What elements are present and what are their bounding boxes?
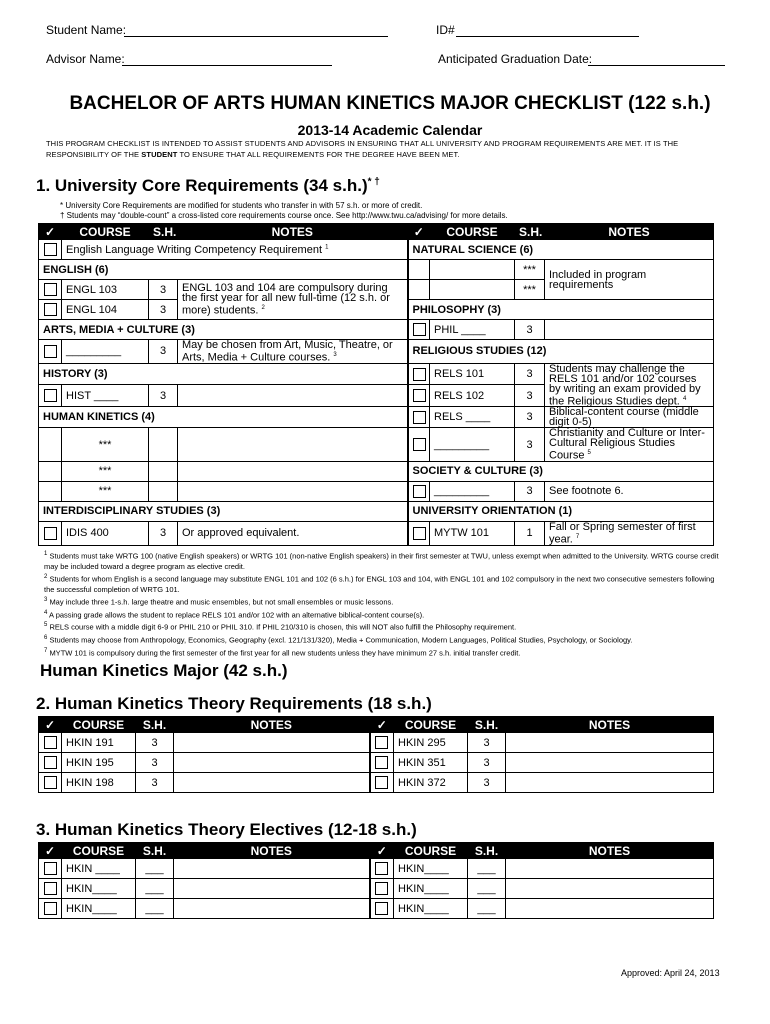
philosophy-group: PHILOSOPHY (3) <box>408 300 714 320</box>
footnote: $^5$ RELS course with a middle digit 6-9 or PHIL 210 or PHIL 310. If PHIL 210/310 is chosen, this will NOT also fulfill the Philosophy requirement. <box>44 622 517 632</box>
checkbox[interactable] <box>413 485 426 498</box>
intro-text: THIS PROGRAM CHECKLIST IS INTENDED TO ASSIST STUDENTS AND ADVISORS IN ENSURING THAT ALL UNIVERSITY AND PROGRAM REQUIREMENTS ARE MET. IT IS THE RESPONSIBILITY OF THE STUDENT TO ENSURE THAT ALL REQUIREMENTS FOR THE DEGREE HAVE BEEN MET. <box>46 139 679 159</box>
sh-value: 3 <box>136 773 174 793</box>
sh-value: 3 <box>515 481 545 501</box>
sh-header: S.H. <box>136 717 174 733</box>
sh-header: S.H. <box>468 717 506 733</box>
table-row <box>39 240 714 260</box>
page-subtitle: 2013-14 Academic Calendar <box>297 122 483 138</box>
electives-table-header <box>39 843 714 859</box>
course-cell: HKIN ____ <box>62 859 136 879</box>
notes-header: NOTES <box>506 843 714 859</box>
writing-requirement: English Language Writing Competency Requirement $^1$ <box>62 240 408 260</box>
sh-value: 3 <box>515 320 545 340</box>
id-field[interactable] <box>456 36 639 37</box>
check-header: ✓ <box>39 717 62 733</box>
course-rels102: RELS 102 <box>430 385 515 407</box>
notes-cell[interactable] <box>506 859 714 879</box>
checkbox[interactable] <box>44 283 57 296</box>
table-row <box>39 481 714 501</box>
amc-group: ARTS, MEDIA + CULTURE (3) <box>39 320 408 340</box>
sh-value: 3 <box>149 280 178 300</box>
christ-note: Christianity and Culture or Inter-Cultural Religious Studies Course $^5$ <box>545 428 714 462</box>
course-mytw: MYTW 101 <box>430 521 515 545</box>
footnotes <box>44 549 720 658</box>
grad-date-label: Anticipated Graduation Date: <box>438 52 593 66</box>
hk-stars: *** <box>62 481 149 501</box>
checkbox[interactable] <box>44 862 57 875</box>
uo-group: UNIVERSITY ORIENTATION (1) <box>408 501 714 521</box>
english-group: ENGLISH (6) <box>39 260 408 280</box>
notes-header: NOTES <box>174 843 370 859</box>
sh-value: 3 <box>149 385 178 407</box>
notes-cell[interactable] <box>506 753 714 773</box>
natsci-stars: *** <box>515 260 545 280</box>
sh-header: S.H. <box>149 224 178 240</box>
course-header: COURSE <box>62 843 136 859</box>
checkbox[interactable] <box>44 389 57 402</box>
student-name-label: Student Name: <box>46 23 127 37</box>
hk-stars: *** <box>62 428 149 462</box>
course-rels-blank: RELS ____ <box>430 407 515 428</box>
table-row <box>39 501 714 521</box>
course-cell: HKIN 295 <box>394 733 468 753</box>
sh-value: 3 <box>136 753 174 773</box>
sh-value: ___ <box>468 859 506 879</box>
course-christ-blank: _________ <box>430 428 515 462</box>
checkbox[interactable] <box>44 345 57 358</box>
check-header: ✓ <box>370 717 394 733</box>
course-cell: HKIN____ <box>394 859 468 879</box>
footnote: $^3$ May include three 1-s.h. large theatre and music ensembles, but not small ensembles or music lessons. <box>44 596 394 607</box>
footnote: $^6$ Students may choose from Anthropology, Economics, Geography (excl. 121/131/320), Media + Communication, Modern Languages, Political Studies, Psychology, or Sociology. <box>44 634 633 645</box>
sh-value: ___ <box>136 899 174 919</box>
natsci-note: Included in program requirements <box>545 260 714 300</box>
theory-electives-table <box>38 842 714 919</box>
table-row <box>39 340 714 364</box>
table-row <box>39 428 714 462</box>
student-name-field[interactable] <box>124 36 388 37</box>
course-cell: HKIN 195 <box>62 753 136 773</box>
advisor-name-label: Advisor Name: <box>46 52 125 66</box>
sh-header: S.H. <box>515 224 545 240</box>
section1-note1: * University Core Requirements are modified for students who transfer in with 57 s.h. or more of credit. <box>60 201 423 210</box>
course-cell: HKIN 198 <box>62 773 136 793</box>
checkbox[interactable] <box>44 902 57 915</box>
hk-stars: *** <box>62 461 149 481</box>
interdisc-group: INTERDISCIPLINARY STUDIES (3) <box>39 501 408 521</box>
course-cell: HKIN____ <box>394 879 468 899</box>
table-row <box>39 753 714 773</box>
notes-cell[interactable] <box>174 879 370 899</box>
check-header: ✓ <box>39 224 62 240</box>
page-title: BACHELOR OF ARTS HUMAN KINETICS MAJOR CHECKLIST (122 s.h.) <box>69 93 711 114</box>
notes-cell[interactable] <box>506 773 714 793</box>
sh-value: 3 <box>515 428 545 462</box>
table-row <box>39 407 714 428</box>
core-requirements-table <box>38 223 714 546</box>
sh-value: ___ <box>468 899 506 919</box>
notes-cell[interactable] <box>174 753 370 773</box>
notes-cell[interactable] <box>174 899 370 919</box>
grad-date-field[interactable] <box>588 65 725 66</box>
checkbox[interactable] <box>375 862 388 875</box>
rels-blank-note: Biblical-content course (middle digit 0-5) <box>545 407 714 428</box>
religious-group: RELIGIOUS STUDIES (12) <box>408 340 714 364</box>
mytw-note: Fall or Spring semester of first year. $^7$ <box>545 521 714 545</box>
notes-cell[interactable] <box>174 773 370 793</box>
course-cell: HKIN____ <box>62 879 136 899</box>
sh-value: 3 <box>515 407 545 428</box>
sh-value: 3 <box>136 733 174 753</box>
course-header: COURSE <box>394 843 468 859</box>
amc-note: May be chosen from Art, Music, Theatre, or Arts, Media + Culture courses. $^3$ <box>178 340 408 364</box>
checkbox[interactable] <box>44 303 57 316</box>
course-cell: HKIN 191 <box>62 733 136 753</box>
sh-value: ___ <box>136 859 174 879</box>
course-idis: IDIS 400 <box>62 521 149 545</box>
engl-note: ENGL 103 and 104 are compulsory during the first year for all new full-time (12 s.h. or more) students. $^2$ <box>178 280 408 320</box>
table-row <box>39 363 714 385</box>
course-header: COURSE <box>430 224 515 240</box>
id-line <box>436 23 641 39</box>
sh-value: 3 <box>149 340 178 364</box>
course-hist: HIST ____ <box>62 385 149 407</box>
course-rels101: RELS 101 <box>430 363 515 385</box>
course-soc-blank: _________ <box>430 481 515 501</box>
advisor-name-line <box>46 52 336 68</box>
soc-note: See footnote 6. <box>545 481 714 501</box>
footnote: $^7$ MYTW 101 is compulsory during the first semester of the first year for all new students unless they have minimum 27 s.h. initial transfer credit. <box>44 647 521 658</box>
notes-header: NOTES <box>545 224 714 240</box>
sh-header: S.H. <box>136 843 174 859</box>
sh-value: 3 <box>468 733 506 753</box>
sh-value: 1 <box>515 521 545 545</box>
checkbox[interactable] <box>413 323 426 336</box>
table-row <box>39 461 714 481</box>
checkbox[interactable] <box>44 882 57 895</box>
course-cell: HKIN____ <box>62 899 136 919</box>
checkbox[interactable] <box>375 736 388 749</box>
student-name-line <box>46 23 391 39</box>
sh-value: 3 <box>468 753 506 773</box>
theory-table-header <box>39 717 714 733</box>
sh-value: 3 <box>468 773 506 793</box>
checkbox[interactable] <box>375 756 388 769</box>
checkbox[interactable] <box>44 776 57 789</box>
course-cell: HKIN 372 <box>394 773 468 793</box>
advisor-name-field[interactable] <box>122 65 332 66</box>
natsci-group: NATURAL SCIENCE (6) <box>408 240 714 260</box>
table-row <box>39 859 714 879</box>
table-row <box>39 521 714 545</box>
theory-requirements-table <box>38 716 714 793</box>
core-table-header <box>39 224 714 240</box>
table-row <box>39 733 714 753</box>
notes-header: NOTES <box>174 717 370 733</box>
checkbox[interactable] <box>375 776 388 789</box>
table-row <box>39 899 714 919</box>
course-header: COURSE <box>62 717 136 733</box>
approved-date: Approved: April 24, 2013 <box>621 968 720 978</box>
section2-heading: 2. Human Kinetics Theory Requirements (18 s.h.) <box>36 694 432 713</box>
notes-cell[interactable] <box>506 879 714 899</box>
hk-group: HUMAN KINETICS (4) <box>39 407 408 428</box>
table-row <box>39 320 714 340</box>
sh-header: S.H. <box>468 843 506 859</box>
society-group: SOCIETY & CULTURE (3) <box>408 461 714 481</box>
section3-heading: 3. Human Kinetics Theory Electives (12-18 s.h.) <box>36 820 417 839</box>
course-engl103: ENGL 103 <box>62 280 149 300</box>
notes-header: NOTES <box>506 717 714 733</box>
checkbox[interactable] <box>375 882 388 895</box>
major-heading: Human Kinetics Major (42 s.h.) <box>40 661 288 680</box>
notes-header: NOTES <box>178 224 408 240</box>
check-header: ✓ <box>408 224 430 240</box>
footnote: $^2$ Students for whom English is a second language may substitute ENGL 101 and 102 (6 s.h.) for ENGL 103 and 104, with ENGL 101 and 102 compulsory in the next two consecutive semesters following the successful completion of WRTG 101. <box>44 573 715 594</box>
checkbox[interactable] <box>375 902 388 915</box>
sh-value: ___ <box>136 879 174 899</box>
section1-note2: † Students may “double-count” a cross-listed core requirements course once. See http://www.twu.ca/advising/ for more details. <box>60 211 508 220</box>
checkbox[interactable] <box>413 411 426 424</box>
checkbox[interactable] <box>413 368 426 381</box>
sh-value: ___ <box>468 879 506 899</box>
course-amc-blank: _________ <box>62 340 149 364</box>
idis-note: Or approved equivalent. <box>178 521 408 545</box>
sh-value: 3 <box>149 300 178 320</box>
table-row <box>39 260 714 280</box>
checkbox[interactable] <box>44 243 57 256</box>
course-header: COURSE <box>62 224 149 240</box>
check-header: ✓ <box>39 843 62 859</box>
footnote: $^1$ Students must take WRTG 100 (native English speakers) or WRTG 101 (non-native English speakers) in their first semester at TWU, unless exempt when admitted to the University. WRTG course credit may be included toward a degree program as elective credit. <box>44 551 719 571</box>
sh-value: 3 <box>515 385 545 407</box>
sh-value: 3 <box>149 521 178 545</box>
course-cell: HKIN____ <box>394 899 468 919</box>
check-header: ✓ <box>370 843 394 859</box>
id-label: ID# <box>436 23 455 37</box>
checkbox[interactable] <box>413 389 426 402</box>
course-cell: HKIN 351 <box>394 753 468 773</box>
course-phil: PHIL ____ <box>430 320 515 340</box>
notes-cell[interactable] <box>174 733 370 753</box>
footnote: $^4$ A passing grade allows the student to replace RELS 101 and/or 102 with an alternative biblical-content course(s). <box>44 609 425 620</box>
checkbox[interactable] <box>44 736 57 749</box>
grad-date-line <box>438 52 730 68</box>
rels-note: Students may challenge the RELS 101 and/or 102 courses by writing an exam provided by the Religious Studies dept. $^4$ <box>545 363 714 407</box>
sh-value: 3 <box>515 363 545 385</box>
history-group: HISTORY (3) <box>39 363 408 385</box>
notes-cell[interactable] <box>506 899 714 919</box>
course-engl104: ENGL 104 <box>62 300 149 320</box>
natsci-stars: *** <box>515 280 545 300</box>
table-row <box>39 773 714 793</box>
notes-cell[interactable] <box>506 733 714 753</box>
checkbox[interactable] <box>413 527 426 540</box>
checkbox[interactable] <box>44 756 57 769</box>
table-row <box>39 879 714 899</box>
notes-cell[interactable] <box>174 859 370 879</box>
checkbox[interactable] <box>413 438 426 451</box>
checkbox[interactable] <box>44 527 57 540</box>
section1-heading: 1. University Core Requirements (34 s.h.)* † <box>36 176 380 195</box>
course-header: COURSE <box>394 717 468 733</box>
